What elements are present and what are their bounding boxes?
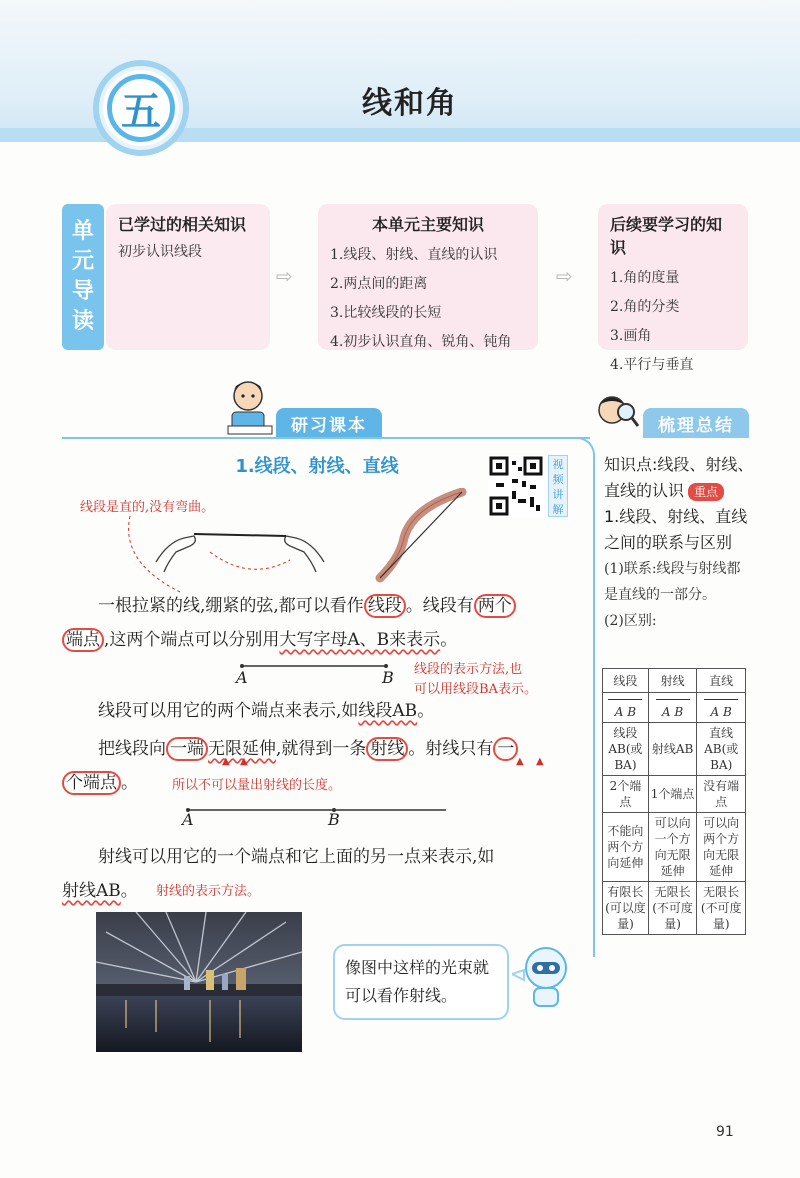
next-knowledge-item: 3.画角 [610,328,652,344]
table-header: 射线 [648,669,697,693]
paragraph-ray-notation: 射线可以用它的一个端点和它上面的另一点来表示,如 射线AB。 [62,847,495,901]
infinite-extension-phrase: 无限延伸 [208,739,276,759]
next-knowledge-box [598,204,748,373]
term-one-end: 一端 [166,737,208,761]
main-knowledge-item: 4.初步认识直角、锐角、钝角 [330,334,512,350]
emphasis-mark: ▲ [222,756,230,767]
table-header: 线段 [603,669,649,693]
table-row-notation: 线段AB(或BA) 射线AB 直线AB(或BA) [603,723,746,776]
paragraph-ray-definition: 把线段向 一端 无限延伸,就得到一条 射线 。射线只有 一 个端点 。 [62,732,582,800]
next-knowledge-item: 1.角的度量 [610,270,680,286]
term-two: 两个 [474,594,516,618]
ray-ab-term: 射线AB [62,881,121,901]
unit-guide-label: 单 元 导 读 [62,204,104,350]
term-ray: 射线 [366,737,408,761]
emphasis-mark: ▲ [240,756,248,767]
main-knowledge-box [318,204,538,350]
arrow-icon: ⇨ [276,264,293,288]
ray-glyph [656,699,690,707]
segment-point-a: A [236,668,248,687]
knowledge-point-label: 知识点:线段、射线、直线的认识 重点 [604,455,754,500]
qr-code-icon[interactable] [488,455,544,517]
robot-mascot-icon [512,944,572,1010]
ray-ab-figure [182,802,448,818]
student-magnifier-icon [592,390,640,434]
table-header: 直线 [697,669,746,693]
table-header-row [603,669,746,693]
table-row-endpoints: 2个端点 1个端点 没有端点 [603,776,746,813]
speech-bubble: 像图中这样的光束就可以看作射线。 [333,944,509,1020]
main-knowledge-item: 3.比较线段的长短 [330,305,442,321]
video-explanation-label[interactable]: 视频讲解 [548,455,568,517]
table-row-extension: 不能向两个方向延伸 可以向一个方向无限延伸 可以向两个方向无限延伸 [603,813,746,882]
unit-badge [93,60,189,156]
segment-point-b: B [382,668,394,687]
tab-summary: 梳理总结 [643,408,749,438]
segment-ab-figure [236,658,396,674]
line-glyph [704,699,738,707]
key-badge: 重点 [688,483,724,501]
segment-ab-term: 线段AB [358,701,418,721]
term-endpoint: 端点 [62,628,104,652]
table-row-figure: A B A B A B [603,693,746,723]
note-segment-straight: 线段是直的,没有弯曲。 [80,500,215,515]
next-knowledge-title: 后续要学习的知识 [610,215,723,257]
page-number: 91 [716,1124,734,1140]
section-divider [62,437,590,439]
note-pointer-curve [110,512,190,596]
note-segment-notation: 线段的表示方法,也 可以用线段BA表示。 [414,662,537,697]
term-segment: 线段 [364,594,406,618]
next-knowledge-item: 2.角的分类 [610,299,680,315]
main-knowledge-item: 1.线段、射线、直线的认识 [330,247,498,263]
term-one-endpoint: 个端点 [62,771,121,795]
night-city-light-beams-photo [96,912,302,1052]
lesson-title: 1.线段、射线、直线 [235,456,399,477]
arrow-icon: ⇨ [556,264,573,288]
main-knowledge-title: 本单元主要知识 [371,215,484,234]
note-ray-notation: 射线的表示方法。 [156,884,261,899]
uppercase-letters-phrase: 大写字母A、B来表示 [279,630,441,650]
summary-panel [604,452,754,634]
term-one: 一 [493,737,518,761]
ray-point-a: A [182,810,194,829]
prior-knowledge-box [106,204,270,350]
segment-glyph [608,699,642,707]
table-row-length: 有限长(可以度量) 无限长(不可度量) 无限长(不可度量) [603,882,746,935]
unit-title: 线和角 [362,86,458,121]
ray-point-b: B [328,810,340,829]
comparison-table [602,668,746,935]
paragraph-segment-notation: 线段可以用它的两个端点来表示,如线段AB。 [98,701,435,721]
prior-knowledge-title: 已学过的相关知识 [118,215,247,234]
relation-text: (1)联系:线段与射线都是直线的一部分。 [604,561,741,603]
emphasis-mark: ▲ [536,756,544,767]
paragraph-segment-definition: 一根拉紧的线,绷紧的弦,都可以看作 线段 。线段有 两个 端点 ,这两个端点可以分别用大写字母A、B来表示。 [62,589,582,657]
summary-heading: 1.线段、射线、直线之间的联系与区别 [604,507,748,552]
note-ray-length: 所以不可以量出射线的长度。 [172,778,342,793]
emphasis-mark: ▲ [516,756,524,767]
main-knowledge-item: 2.两点间的距离 [330,276,428,292]
unit-number: 五 [107,74,175,142]
difference-label: (2)区别: [604,613,657,629]
prior-knowledge-item: 初步认识线段 [118,244,202,260]
next-knowledge-item: 4.平行与垂直 [610,357,694,373]
student-reading-icon [224,376,276,438]
bow-illustration [372,488,476,584]
tab-study-textbook: 研习课本 [276,408,382,438]
